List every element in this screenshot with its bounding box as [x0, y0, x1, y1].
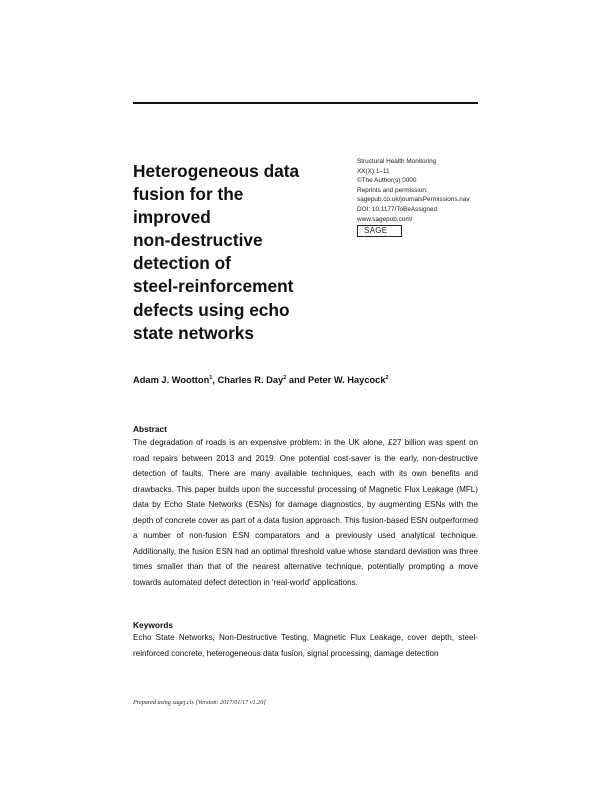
- title-line: defects using echo: [133, 299, 290, 320]
- author-list: [133, 372, 478, 386]
- title-line: non-destructive: [133, 230, 263, 251]
- top-rule: [133, 102, 478, 104]
- author-name: Peter W. Haycock: [308, 375, 386, 386]
- keywords-heading: Keywords: [133, 620, 174, 630]
- author-affiliation-mark: 2: [283, 375, 287, 381]
- author-separator: and: [286, 375, 309, 386]
- footer-note: Prepared using sagej.cls [Version: 2017/01/17 v1.20]: [133, 699, 266, 706]
- author-name: Charles R. Day: [217, 375, 284, 386]
- abstract-heading: Abstract: [133, 424, 167, 434]
- paper-title: [133, 160, 333, 345]
- title-line: improved: [133, 207, 211, 228]
- keywords-text: Echo State Networks, Non-Destructive Testing, Magnetic Flux Leakage, cover depth, steel-reinforced concrete, heterogeneous data fusion, signal processing, damage detection: [133, 633, 478, 658]
- reprints-label: Reprints and permission:: [357, 186, 428, 194]
- journal-meta: [357, 157, 497, 237]
- sage-logo: SAGE: [357, 225, 402, 237]
- author-separator: ,: [212, 375, 218, 386]
- website-link[interactable]: www.sagepub.com/: [357, 215, 413, 223]
- title-line: detection of: [133, 253, 231, 274]
- permissions-link[interactable]: sagepub.co.uk/journalsPermissions.nav: [357, 196, 470, 204]
- author-name: Adam J. Wootton: [133, 375, 210, 386]
- journal-volume: XX(X):1–11: [357, 167, 390, 175]
- title-line: state networks: [133, 322, 255, 343]
- title-line: fusion for the: [133, 184, 244, 205]
- title-line: steel-reinforcement: [133, 276, 294, 297]
- copyright-notice: ©The Author(s) 0000: [357, 177, 417, 185]
- abstract-text: The degradation of roads is an expensive problem: in the UK alone, £27 billion was spent on road repairs between 2013 and 2019. One potential cost-saver is the early, non-destructive detection of faults. There are many available techniques, each with its own benefits and drawbacks. This paper builds upon the successful processing of Magnetic Flux Leakage (MFL) data by Echo State Networks (ESNs) for damage diagnostics, by augmenting ESNs with the depth of concrete cover as part of a data fusion approach. This fusion-based ESN outperformed a number of non-fusion ESN comparators and a previously used analytical technique. Additionally, the fusion ESN had an optimal threshold value whose standard deviation was three times smaller than that of the nearest alternative technique, potentially prompting a move towards automated defect detection in 'real-world' applications.: [133, 438, 478, 587]
- journal-name: Structural Health Monitoring: [357, 158, 437, 165]
- title-line: Heterogeneous data: [133, 161, 300, 181]
- author-affiliation-mark: 2: [385, 375, 389, 381]
- doi-text: DOI: 10.1177/ToBeAssigned: [357, 205, 438, 213]
- author-affiliation-mark: 1: [209, 375, 213, 381]
